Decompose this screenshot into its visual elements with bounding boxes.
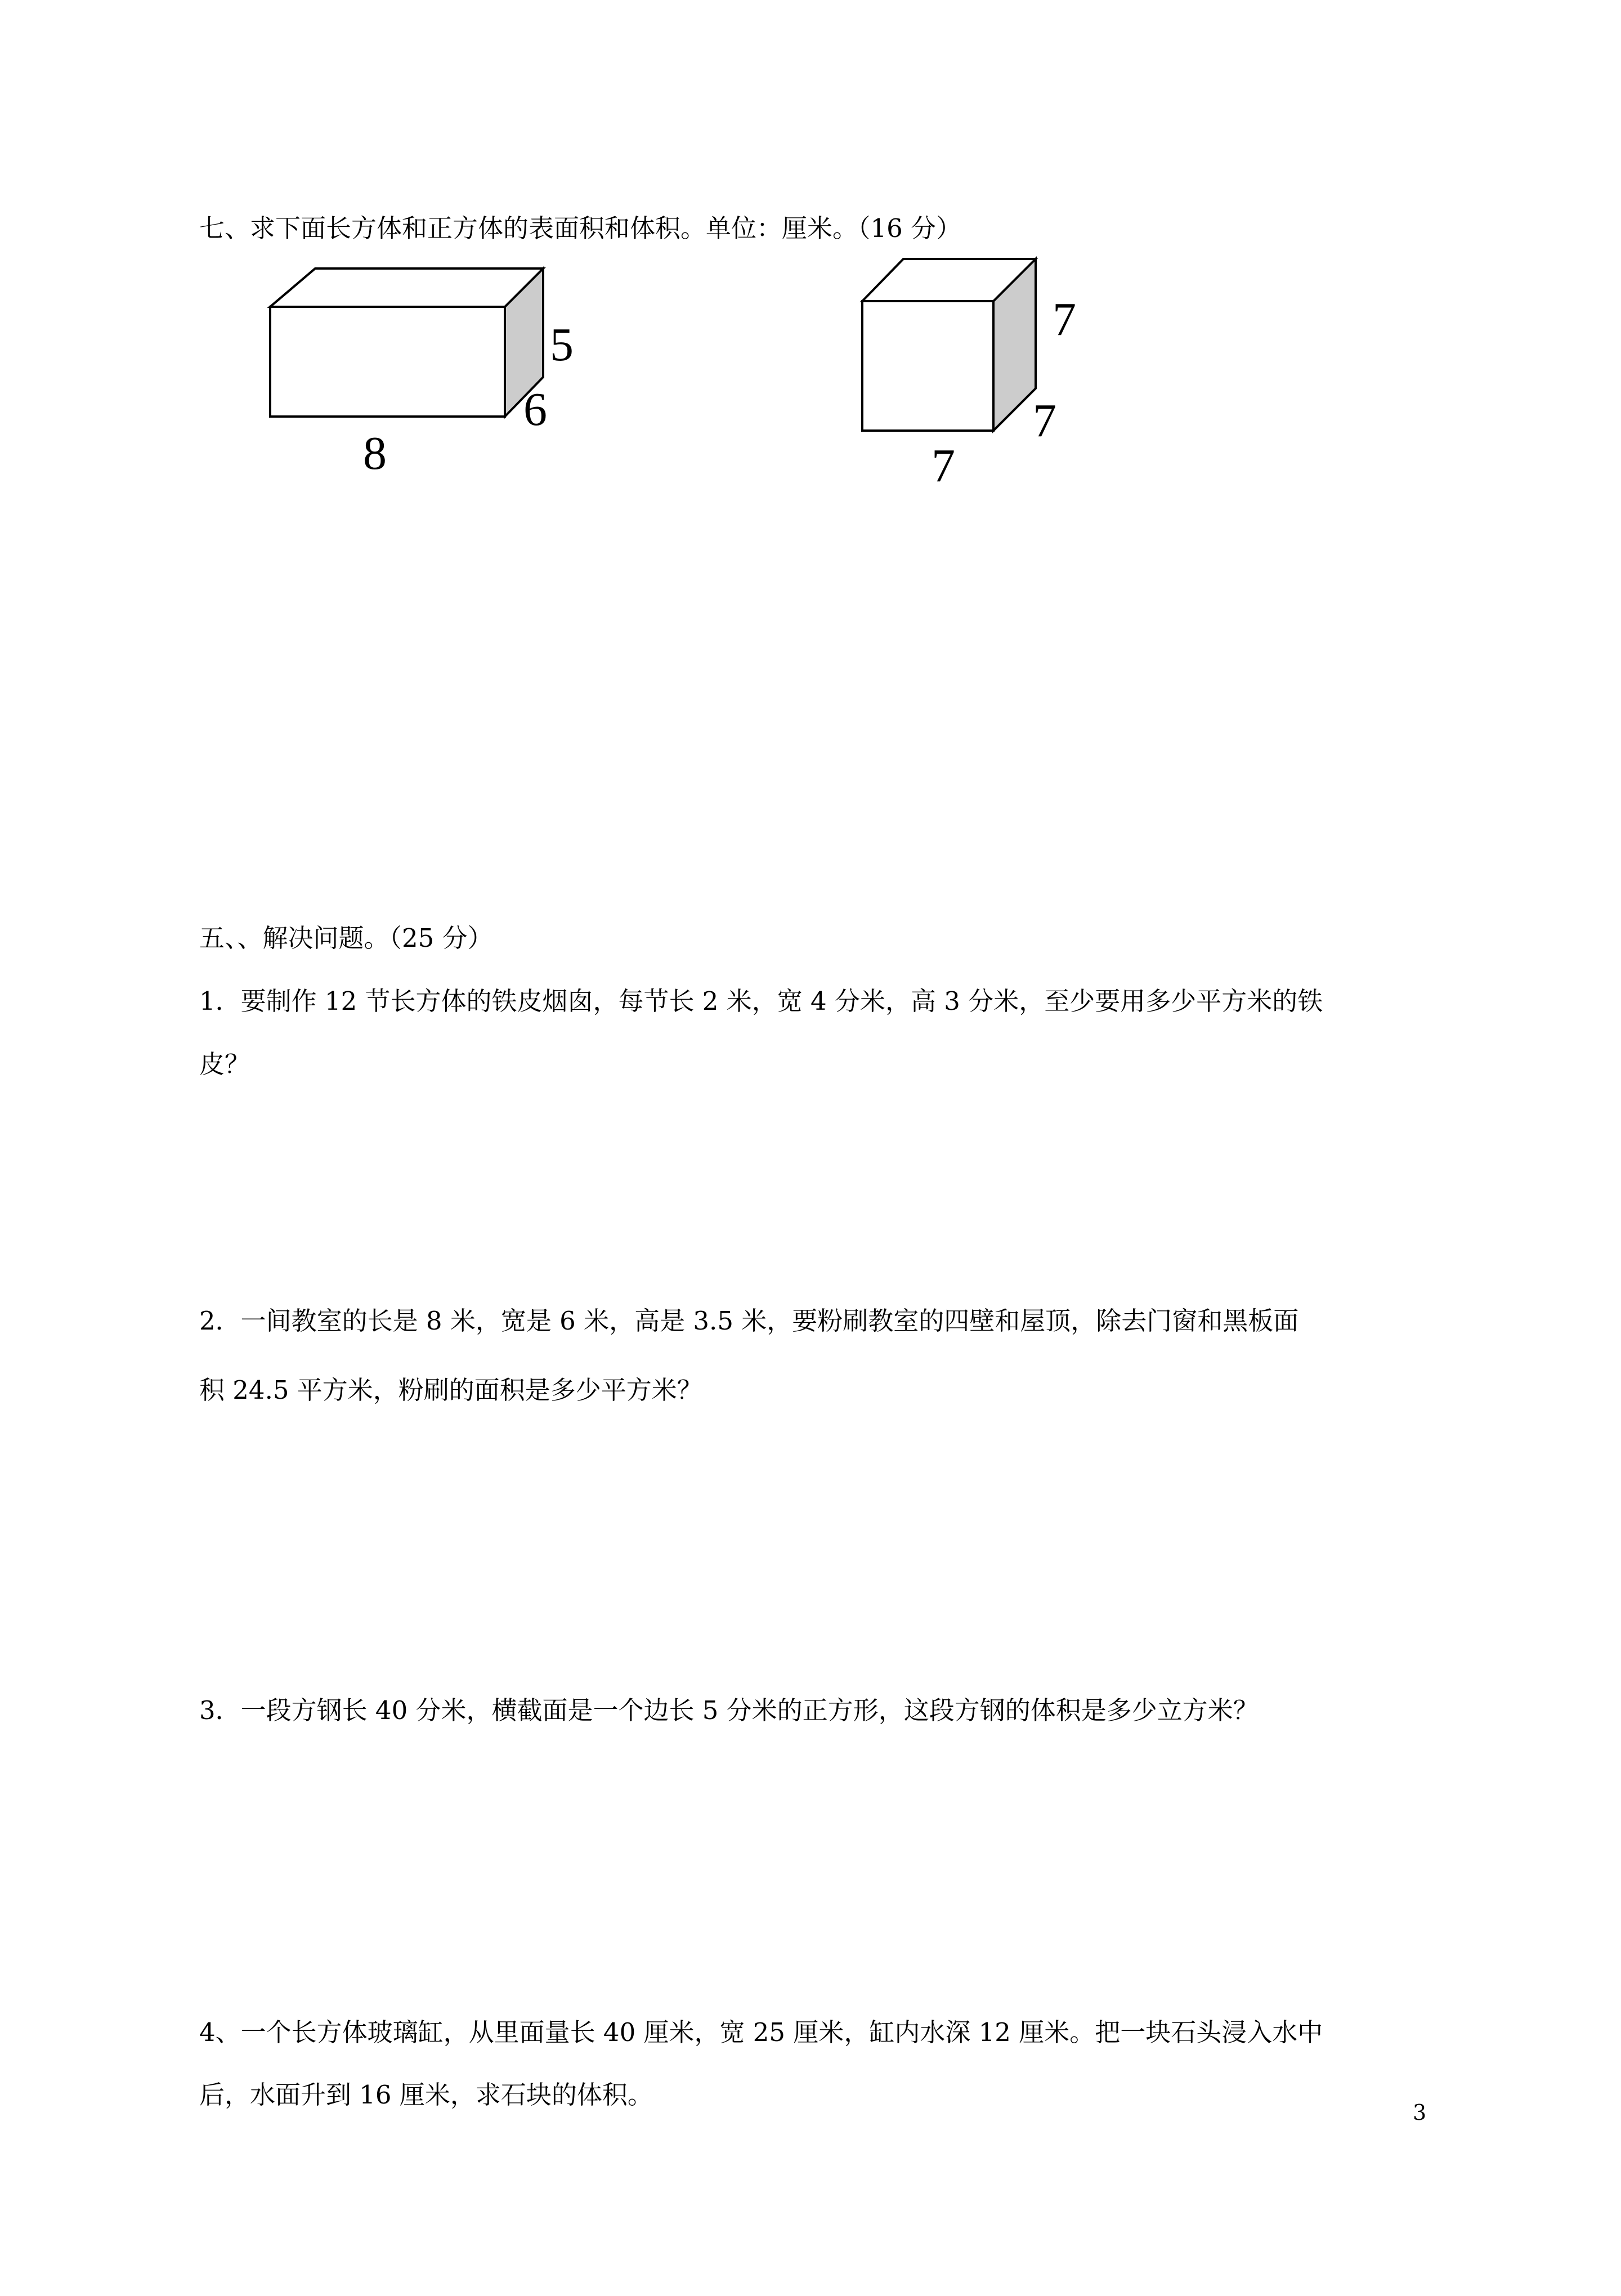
cuboid-figure	[253, 256, 602, 493]
cube-length-label: 7	[932, 440, 955, 492]
problem-1-line-1: 1．要制作 12 节长方体的铁皮烟囱，每节长 2 米，宽 4 分米，高 3 分米，至少要用多少平方米的铁	[199, 986, 1323, 1016]
problem-3-line-1: 3．一段方钢长 40 分米，横截面是一个边长 5 分米的正方形，这段方钢的体积是多少立方米？	[199, 1695, 1259, 1725]
problem-1-line-2: 皮？	[199, 1049, 250, 1079]
cube-figure	[850, 250, 1120, 498]
problem-2-line-1: 2．一间教室的长是 8 米，宽是 6 米，高是 3.5 米，要粉刷教室的四壁和屋顶，除去门窗和黑板面	[199, 1306, 1299, 1336]
section7-heading: 七、求下面长方体和正方体的表面积和体积。单位：厘米。（16 分）	[199, 213, 962, 243]
cuboid-length-label: 8	[363, 427, 387, 480]
cuboid-front-face	[270, 307, 505, 417]
cuboid-height-label: 5	[550, 319, 574, 371]
cuboid-width-label: 6	[523, 383, 547, 436]
page-number: 3	[1413, 2100, 1427, 2125]
problem-4-line-2: 后，水面升到 16 厘米，求石块的体积。	[199, 2080, 653, 2110]
problem-4-line-1: 4、一个长方体玻璃缸，从里面量长 40 厘米，宽 25 厘米，缸内水深 12 厘米。把一块石头浸入水中	[199, 2017, 1323, 2047]
problem-2-line-2: 积 24.5 平方米，粉刷的面积是多少平方米？	[199, 1375, 702, 1405]
cube-width-label: 7	[1033, 395, 1056, 447]
cube-height-label: 7	[1053, 293, 1076, 346]
cuboid-top-face-outline	[270, 268, 543, 307]
cube-front-face	[862, 301, 993, 431]
section5-heading: 五、、解决问题。（25 分）	[199, 923, 493, 953]
